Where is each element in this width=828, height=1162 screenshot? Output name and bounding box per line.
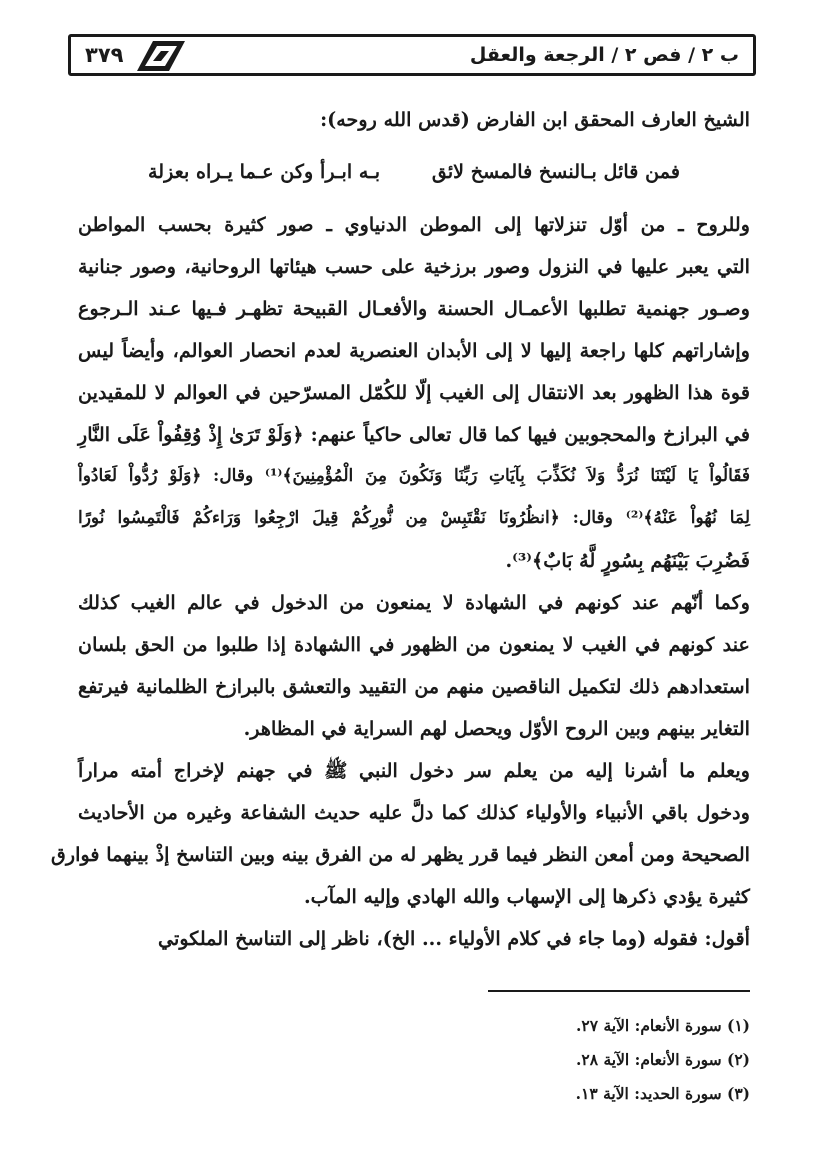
intro-line: الشيخ العارف المحقق ابن الفارض (قدس الله روحه): — [320, 108, 750, 131]
verse-second-hemistich: بـه ابـرأ وكن عـما يـراه بعزلة — [148, 160, 381, 183]
text-line: الصحيحة ومن أمعن النظر فيما قرر يظهر له من الفرق بينه وبين التناسخ إذْ بينهما فوارق — [50, 843, 750, 866]
verse-first-hemistich: فمن قائل بـالنسخ فالمسخ لائق — [431, 160, 680, 183]
ornament-icon — [131, 39, 191, 73]
text-line: استعدادهم ذلك لتكميل الناقصين منهم من التقييد والتعشق بالبرازخ الظلمانية فيرتفع — [78, 675, 750, 698]
footnote-divider — [488, 990, 750, 992]
footnote-3: (٣) سورة الحديد: الآية ١٣. — [575, 1084, 750, 1103]
text-line: وللروح ـ من أوّل تنزلاتها إلى الموطن الدنياوي ـ صور كثيرة بحسب المواطن — [78, 213, 750, 236]
text-line: وكما أنّهم عند كونهم في الشهادة لا يمنعون من الدخول في عالم الغيب كذلك — [78, 591, 750, 614]
running-header — [68, 34, 756, 76]
header-title: ب ٢ / فص ٢ / الرجعة والعقل — [469, 44, 739, 66]
text-line: التي يعبر عليها في النزول وصور برزخية على حسب هيئاتها الروحانية، وصور جنانية — [78, 255, 750, 278]
text-line: ودخول باقي الأنبياء والأولياء كذلك كما دلَّ عليه حديث الشفاعة وغيره من الأحاديث — [78, 801, 750, 824]
text-line: كثيرة يؤدي ذكرها إلى الإسهاب والله الهادي وإليه المآب. — [303, 885, 750, 908]
text-line: ويعلم ما أشرنا إليه من يعلم سر دخول النبي ﷺ في جهنم لإخراج أمته مراراً — [78, 759, 750, 782]
text-line: التغاير بينهم وبين الروح الأوّل ويحصل لهم السراية في المظاهر. — [243, 717, 750, 740]
text-line: وصـور جهنمية تطلبها الأعمـال الحسنة والأفعـال القبيحة تظهـر فـيها عـند الـرجوع — [78, 297, 750, 320]
text-line: وإشاراتهم كلها راجعة إليها لا إلى الأبدان العنصرية لعدم انحصار العوالم، وأيضاً ليس — [78, 339, 750, 362]
footnote-2: (٢) سورة الأنعام: الآية ٢٨. — [575, 1050, 750, 1069]
quran-line: فَضُرِبَ بَيْنَهُم بِسُورٍ لَّهُ بَابٌ﴾⁽³⁾. — [505, 549, 750, 572]
quran-line: لِمَا نُهُواْ عَنْهُ﴾⁽²⁾ وقال: ﴿انظُرُونَا نَقْتَبِسْ مِن نُّورِكُمْ قِيلَ ارْجِعُوا وَرَاءكُمْ فَالْتَمِسُوا نُورًا — [78, 508, 750, 528]
footnote-1: (١) سورة الأنعام: الآية ٢٧. — [575, 1016, 750, 1035]
text-line: قوة هذا الظهور بعد الانتقال إلى الغيب إلّا للكُمّل المسرّحين في العوالم لا للمقيدين — [78, 381, 750, 404]
text-line: عند كونهم في الغيب لا يمنعون من الظهور في االشهادة إذا طلبوا من الحق بلسان — [78, 633, 750, 656]
text-line: أقول: فقوله (وما جاء في كلام الأولياء ... الخ)، ناظر إلى التناسخ الملكوتي — [157, 927, 750, 950]
text-line: في البرازخ والمحجوبين فيها كما قال تعالى حاكياً عنهم: ﴿وَلَوْ تَرَىٰ إِذْ وُقِفُواْ عَلَى النَّارِ — [78, 423, 750, 446]
quran-line: فَقَالُواْ يَا لَيْتَنَا نُرَدُّ وَلاَ نُكَذِّبَ بِآيَاتِ رَبِّنَا وَنَكُونَ مِنَ الْمُؤْمِنِينَ﴾⁽¹⁾ وقال: ﴿وَلَوْ رُدُّواْ لَعَادُواْ — [78, 466, 750, 486]
page-number: ٣٧٩ — [85, 43, 124, 67]
